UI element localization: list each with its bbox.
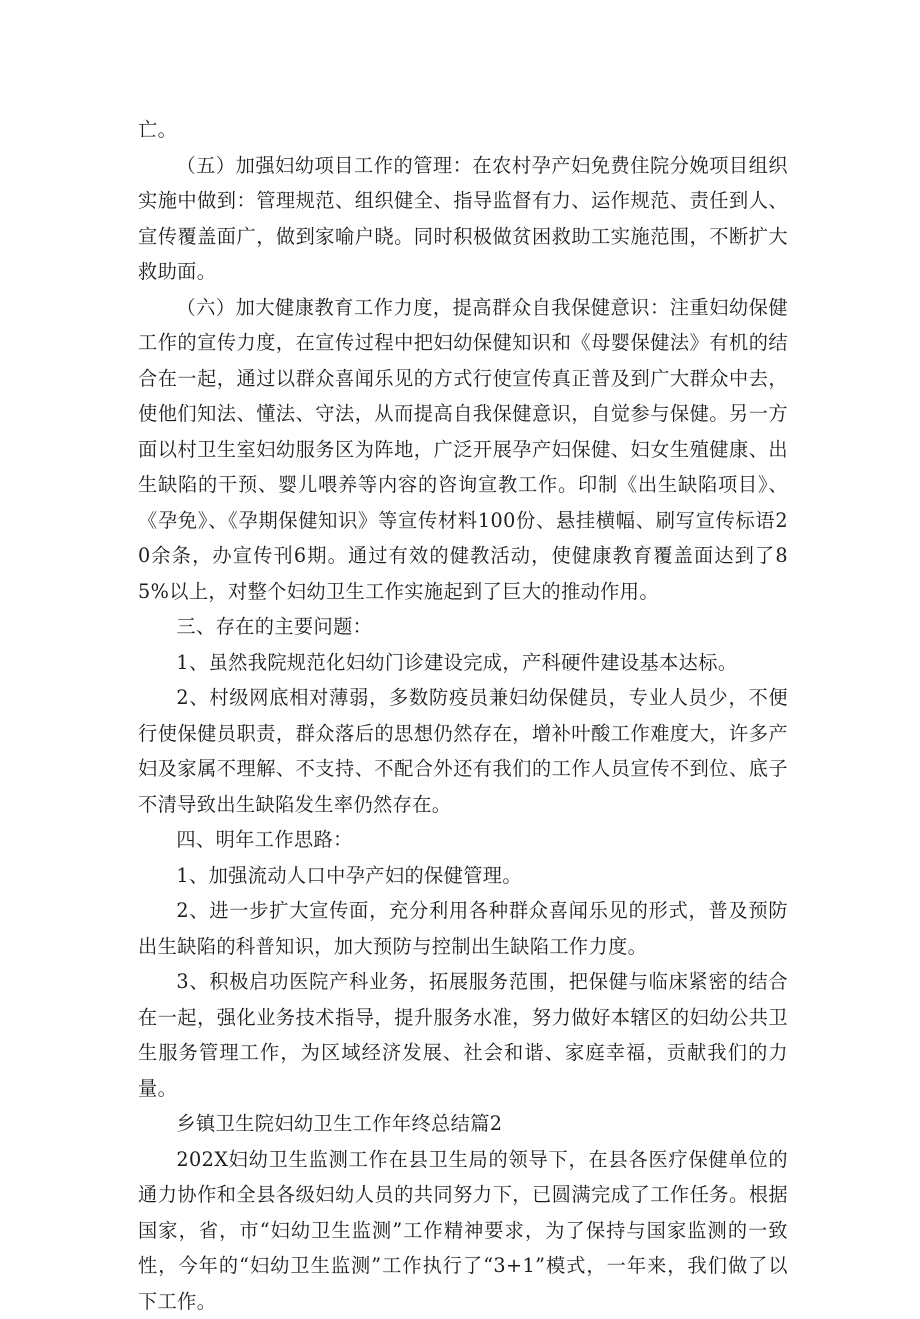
paragraph-plan-1: 1、加强流动人口中孕产妇的保健管理。: [138, 858, 788, 894]
paragraph-problem-2: 2、村级网底相对薄弱，多数防疫员兼妇幼保健员，专业人员少，不便行使保健员职责，群众落后的思想仍然存在，增补叶酸工作难度大，许多产妇及家属不理解、不支持、不配合外还有我们的工作人员宣传不到位、底子不清导致出生缺陷发生率仍然存在。: [138, 680, 788, 822]
paragraph-intro-2: 202X妇幼卫生监测工作在县卫生局的领导下，在县各医疗保健单位的通力协作和全县各级妇幼人员的共同努力下，已圆满完成了工作任务。根据国家，省，市“妇幼卫生监测”工作精神要求，为了保持与国家监测的一致性，今年的“妇幼卫生监测”工作执行了“3+1”模式，一年来，我们做了以下工作。: [138, 1142, 788, 1319]
paragraph-item-5: （五）加强妇幼项目工作的管理：在农村孕产妇免费住院分娩项目组织实施中做到：管理规范、组织健全、指导监督有力、运作规范、责任到人、宣传覆盖面广，做到家喻户晓。同时积极做贫困救助工实施范围，不断扩大救助面。: [138, 148, 788, 290]
paragraph-problem-1: 1、虽然我院规范化妇幼门诊建设完成，产科硬件建设基本达标。: [138, 645, 788, 681]
document-page: [138, 112, 788, 1319]
section-heading-4: 四、明年工作思路：: [138, 822, 788, 858]
paragraph-plan-2: 2、进一步扩大宣传面，充分利用各种群众喜闻乐见的形式，普及预防出生缺陷的科普知识，加大预防与控制出生缺陷工作力度。: [138, 893, 788, 964]
paragraph-plan-3: 3、积极启功医院产科业务，拓展服务范围，把保健与临床紧密的结合在一起，强化业务技术指导，提升服务水准，努力做好本辖区的妇幼公共卫生服务管理工作，为区域经济发展、社会和谐、家庭幸福，贡献我们的力量。: [138, 964, 788, 1106]
article-subtitle: 乡镇卫生院妇幼卫生工作年终总结篇2: [138, 1106, 788, 1142]
paragraph-continuation: 亡。: [138, 112, 788, 148]
paragraph-item-6: （六）加大健康教育工作力度，提高群众自我保健意识：注重妇幼保健工作的宣传力度，在宣传过程中把妇幼保健知识和《母婴保健法》有机的结合在一起，通过以群众喜闻乐见的方式行使宣传真正普及到广大群众中去，使他们知法、懂法、守法，从而提高自我保健意识，自觉参与保健。另一方面以村卫生室妇幼服务区为阵地，广泛开展孕产妇保健、妇女生殖健康、出生缺陷的干预、婴儿喂养等内容的咨询宣教工作。印制《出生缺陷项目》、《孕免》、《孕期保健知识》等宣传材料100份、悬挂横幅、刷写宣传标语20余条，办宣传刊6期。通过有效的健教活动，使健康教育覆盖面达到了85%以上，对整个妇幼卫生工作实施起到了巨大的推动作用。: [138, 290, 788, 610]
section-heading-3: 三、存在的主要问题：: [138, 609, 788, 645]
